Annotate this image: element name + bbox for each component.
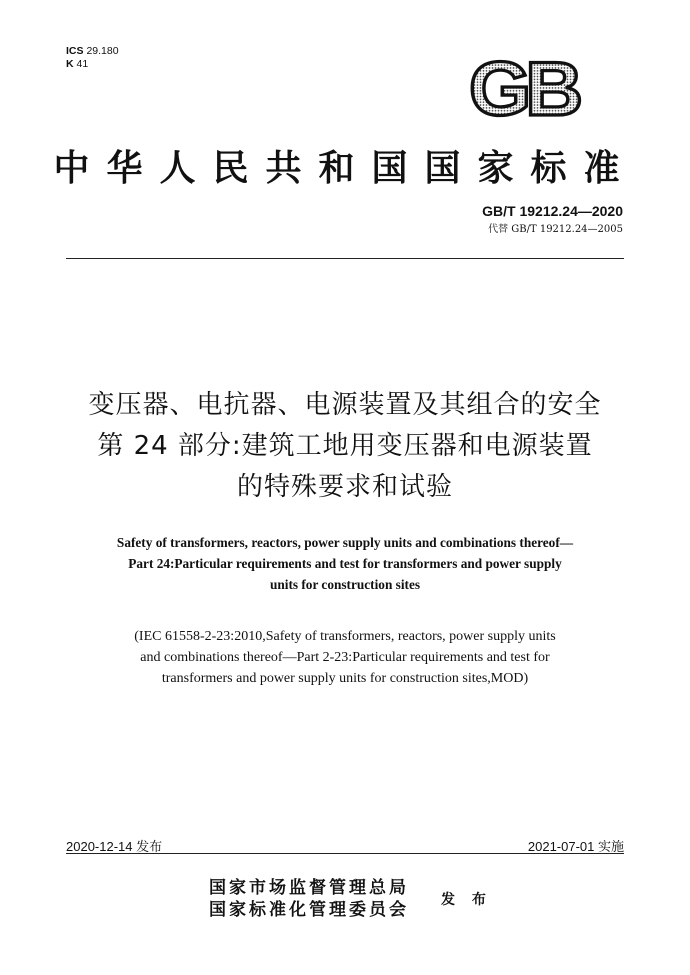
iec-reference-line: and combinations thereof—Part 2-23:Particular requirements and test for [140,650,550,665]
ics-label: ICS [66,45,84,57]
ics-value: 29.180 [86,45,119,57]
ccs-label: K [66,58,74,70]
issuer-samr: 国家市场监督管理总局 [209,878,409,898]
chinese-title-line: 的特殊要求和试验 [236,472,453,502]
publication-date: 2020-12-14 发布 [66,839,163,854]
standard-category-title: 中华人民共和国国家标准 [53,147,637,189]
iec-reference-line: (IEC 61558-2-23:2010,Safety of transformers, reactors, power supply units [134,629,556,644]
standard-number: GB/T 19212.24—2020 [482,203,623,219]
classification-codes [66,45,119,71]
iec-reference [40,626,650,689]
gb-logo [452,58,594,124]
top-divider [66,258,624,259]
ccs-value: 41 [76,58,89,70]
english-title-line: Part 24:Particular requirements and test for transformers and power supply [128,556,562,571]
chinese-title-line: 第 24 部分:建筑工地用变压器和电源装置 [97,431,593,461]
bottom-divider [66,853,624,854]
ics-code [66,45,119,58]
iec-reference-line: transformers and power supply units for construction sites,MOD) [161,671,529,686]
english-title-line: Safety of transformers, reactors, power supply units and combinations thereof— [116,535,574,550]
chinese-title [0,385,690,508]
english-title [40,532,650,595]
gb-logo-text: GB [469,58,577,124]
ccs-code [66,58,119,71]
implementation-date: 2021-07-01 实施 [527,839,624,854]
issuer-sac: 国家标准化管理委员会 [209,900,409,920]
replaces-standard: 代替 GB/T 19212.24—2005 [488,224,623,235]
issuing-authorities [209,877,409,921]
english-title-line: units for construction sites [269,577,421,592]
issue-label: 发 布 [441,892,492,908]
chinese-title-line: 变压器、电抗器、电源装置及其组合的安全 [88,390,602,420]
